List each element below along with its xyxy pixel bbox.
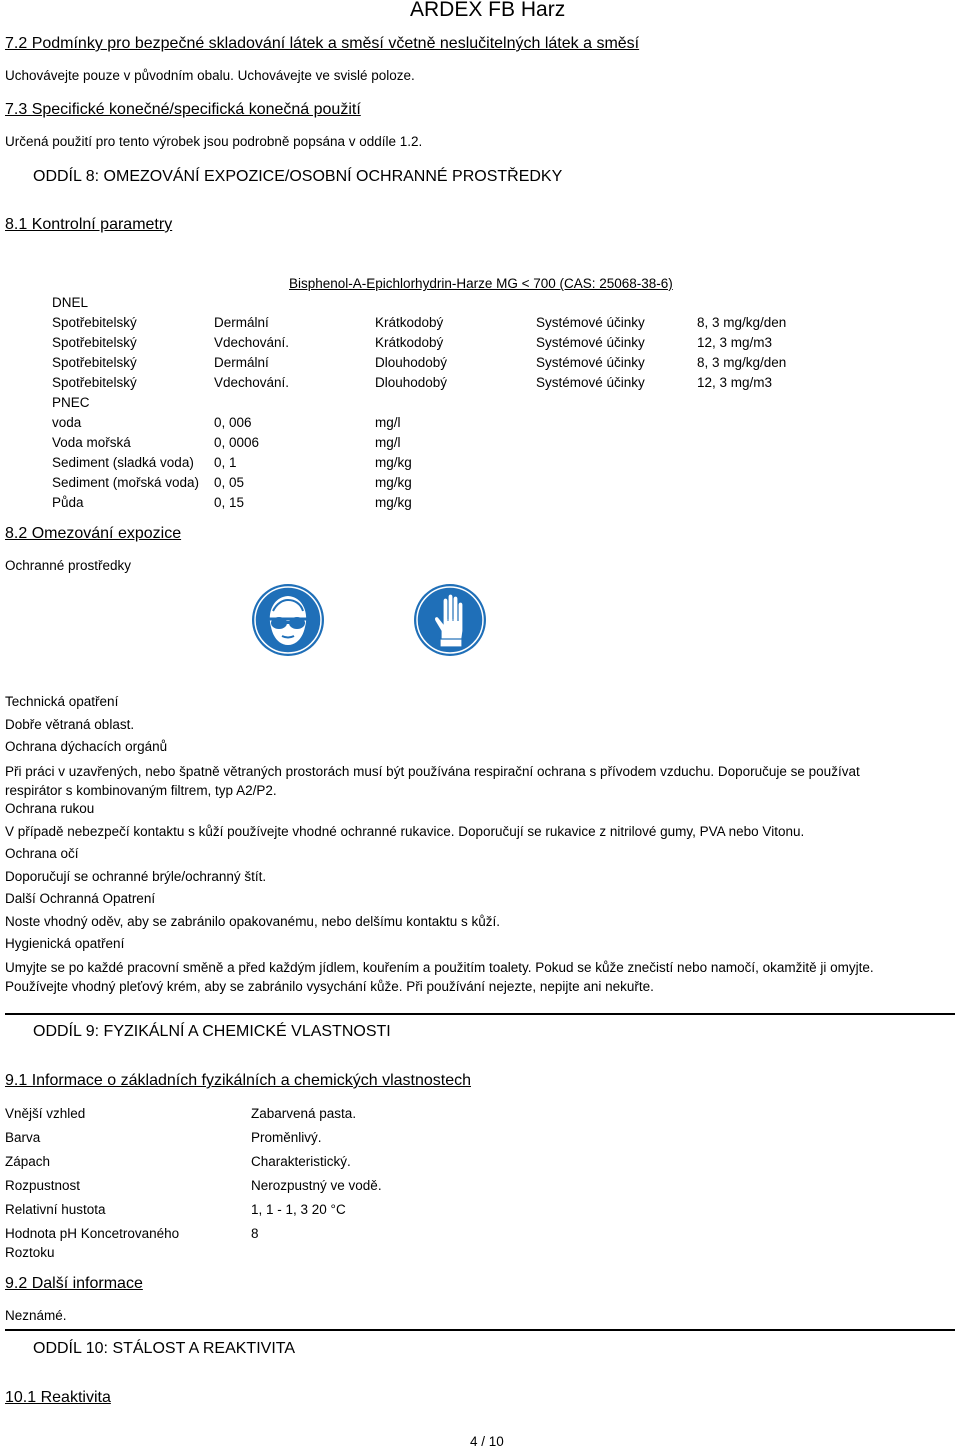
pnec-cell-unit: mg/kg — [375, 475, 412, 490]
pnec-cell-unit: mg/l — [375, 415, 401, 430]
pnec-cell-value: 0, 1 — [214, 455, 237, 470]
dnel-cell-value: 8, 3 mg/kg/den — [697, 315, 787, 330]
pnec-cell-medium: Voda mořská — [52, 435, 131, 450]
dnel-cell-effect: Systémové účinky — [536, 335, 645, 350]
section-9-banner: ODDÍL 9: FYZIKÁLNÍ A CHEMICKÉ VLASTNOSTI — [33, 1023, 391, 1040]
pnec-cell-medium: voda — [52, 415, 82, 430]
pnec-cell-value: 0, 15 — [214, 495, 245, 510]
hygiene-text: Umyjte se po každé pracovní směně a před každým jídlem, kouřením a použitím toalety. Pokud se kůže znečistí nebo namočí, okamžitě ji omyjte. Používejte vhodný pleťový krém, aby se zabránilo vysychání kůže. Při používání nejezte, nepijte ani nekuřte. — [5, 960, 874, 994]
dnel-cell-duration: Krátkodobý — [375, 335, 444, 350]
property-name: Zápach — [5, 1154, 51, 1169]
property-value: 1, 1 - 1, 3 20 °C — [251, 1202, 346, 1217]
dnel-cell-route: Dermální — [214, 315, 269, 330]
dnel-cell-duration: Dlouhodobý — [375, 375, 448, 390]
dnel-cell-duration: Dlouhodobý — [375, 355, 448, 370]
section-7-2-title: 7.2 Podmínky pro bezpečné skladování látek a směsí včetně neslučitelných látek a směsí — [5, 35, 640, 52]
dnel-cell-user: Spotřebitelský — [52, 315, 137, 330]
dnel-cell-user: Spotřebitelský — [52, 355, 137, 370]
other-measures-text: Noste vhodný oděv, aby se zabránilo opakovanému, nebo delšímu kontaktu s kůží. — [5, 914, 501, 929]
section-7-3-text: Určená použití pro tento výrobek jsou podrobně popsána v oddíle 1.2. — [5, 134, 423, 149]
hand-protection-label: Ochrana rukou — [5, 801, 95, 816]
property-value: Charakteristický. — [251, 1154, 351, 1169]
pnec-cell-unit: mg/l — [375, 435, 401, 450]
dnel-cell-route: Vdechování. — [214, 375, 290, 390]
dnel-cell-user: Spotřebitelský — [52, 375, 137, 390]
respiratory-label: Ochrana dýchacích orgánů — [5, 739, 168, 754]
section-9-2-title: 9.2 Další informace — [5, 1275, 143, 1292]
protective-gloves-icon — [413, 583, 487, 657]
dnel-cell-user: Spotřebitelský — [52, 335, 137, 350]
pnec-cell-value: 0, 006 — [214, 415, 252, 430]
property-name: Hodnota pH Koncetrovaného — [5, 1226, 180, 1241]
property-name: Barva — [5, 1130, 41, 1145]
safety-goggles-icon — [251, 583, 325, 657]
other-measures-label: Další Ochranná Opatrení — [5, 891, 156, 906]
pnec-cell-medium: Půda — [52, 495, 84, 510]
section-9-1-title: 9.1 Informace o základních fyzikálních a chemických vlastnostech — [5, 1072, 471, 1089]
page-number: 4 / 10 — [470, 1434, 504, 1449]
section-8-1-title: 8.1 Kontrolní parametry — [5, 216, 173, 233]
pnec-cell-unit: mg/kg — [375, 495, 412, 510]
dnel-cell-value: 8, 3 mg/kg/den — [697, 355, 787, 370]
dnel-cell-route: Dermální — [214, 355, 269, 370]
tech-measures-label: Technická opatření — [5, 694, 119, 709]
dnel-label: DNEL — [52, 295, 89, 310]
property-value: Proměnlivý. — [251, 1130, 322, 1145]
dnel-cell-value: 12, 3 mg/m3 — [697, 375, 773, 390]
eye-protection-text: Doporučují se ochranné brýle/ochranný štít. — [5, 869, 267, 884]
property-name: Relativní hustota — [5, 1202, 106, 1217]
section-9-2-text: Neznámé. — [5, 1308, 67, 1323]
dnel-cell-route: Vdechování. — [214, 335, 290, 350]
property-name: Rozpustnost — [5, 1178, 81, 1193]
property-value: Zabarvená pasta. — [251, 1106, 357, 1121]
section-divider — [5, 1329, 955, 1331]
section-7-2-text: Uchovávejte pouze v původním obalu. Uchovávejte ve svislé poloze. — [5, 68, 415, 83]
pnec-cell-value: 0, 0006 — [214, 435, 260, 450]
pnec-cell-medium: Sediment (mořská voda) — [52, 475, 200, 490]
dnel-cell-value: 12, 3 mg/m3 — [697, 335, 773, 350]
pnec-cell-value: 0, 05 — [214, 475, 245, 490]
property-value: 8 — [251, 1226, 259, 1241]
dnel-cell-effect: Systémové účinky — [536, 315, 645, 330]
substance-name: Bisphenol-A-Epichlorhydrin-Harze MG < 700 (CAS: 25068-38-6) — [289, 276, 673, 291]
pnec-cell-medium: Sediment (sladká voda) — [52, 455, 194, 470]
section-7-3-title: 7.3 Specifické konečné/specifická konečná použití — [5, 101, 361, 118]
hygiene-label: Hygienická opatření — [5, 936, 125, 951]
dnel-cell-effect: Systémové účinky — [536, 355, 645, 370]
section-8-2-title: 8.2 Omezování expozice — [5, 525, 182, 542]
property-name: Vnější vzhled — [5, 1106, 86, 1121]
section-divider — [5, 1013, 955, 1015]
pnec-label: PNEC — [52, 395, 90, 410]
pnec-cell-unit: mg/kg — [375, 455, 412, 470]
property-name-cont: Roztoku — [5, 1245, 55, 1260]
product-name: ARDEX FB Harz — [410, 0, 566, 21]
property-value: Nerozpustný ve vodě. — [251, 1178, 382, 1193]
dnel-cell-effect: Systémové účinky — [536, 375, 645, 390]
section-8-banner: ODDÍL 8: OMEZOVÁNÍ EXPOZICE/OSOBNÍ OCHRANNÉ PROSTŘEDKY — [33, 168, 563, 185]
tech-measures-text: Dobře větraná oblast. — [5, 717, 135, 732]
hand-protection-text: V případě nebezpečí kontaktu s kůží používejte vhodné ochranné rukavice. Doporučují se rukavice z nitrilové gumy, PVA nebo Vitonu. — [5, 824, 805, 839]
ppe-label: Ochranné prostředky — [5, 558, 132, 573]
section-10-banner: ODDÍL 10: STÁLOST A REAKTIVITA — [33, 1340, 296, 1357]
eye-protection-label: Ochrana očí — [5, 846, 79, 861]
respiratory-text: Při práci v uzavřených, nebo špatně větraných prostorách musí být používána respirační ochrana s přívodem vzduchu. Doporučuje se používat respirátor s kombinovaným filtrem, typ A2/P2. — [5, 764, 860, 798]
section-10-1-title: 10.1 Reaktivita — [5, 1389, 111, 1406]
dnel-cell-duration: Krátkodobý — [375, 315, 444, 330]
